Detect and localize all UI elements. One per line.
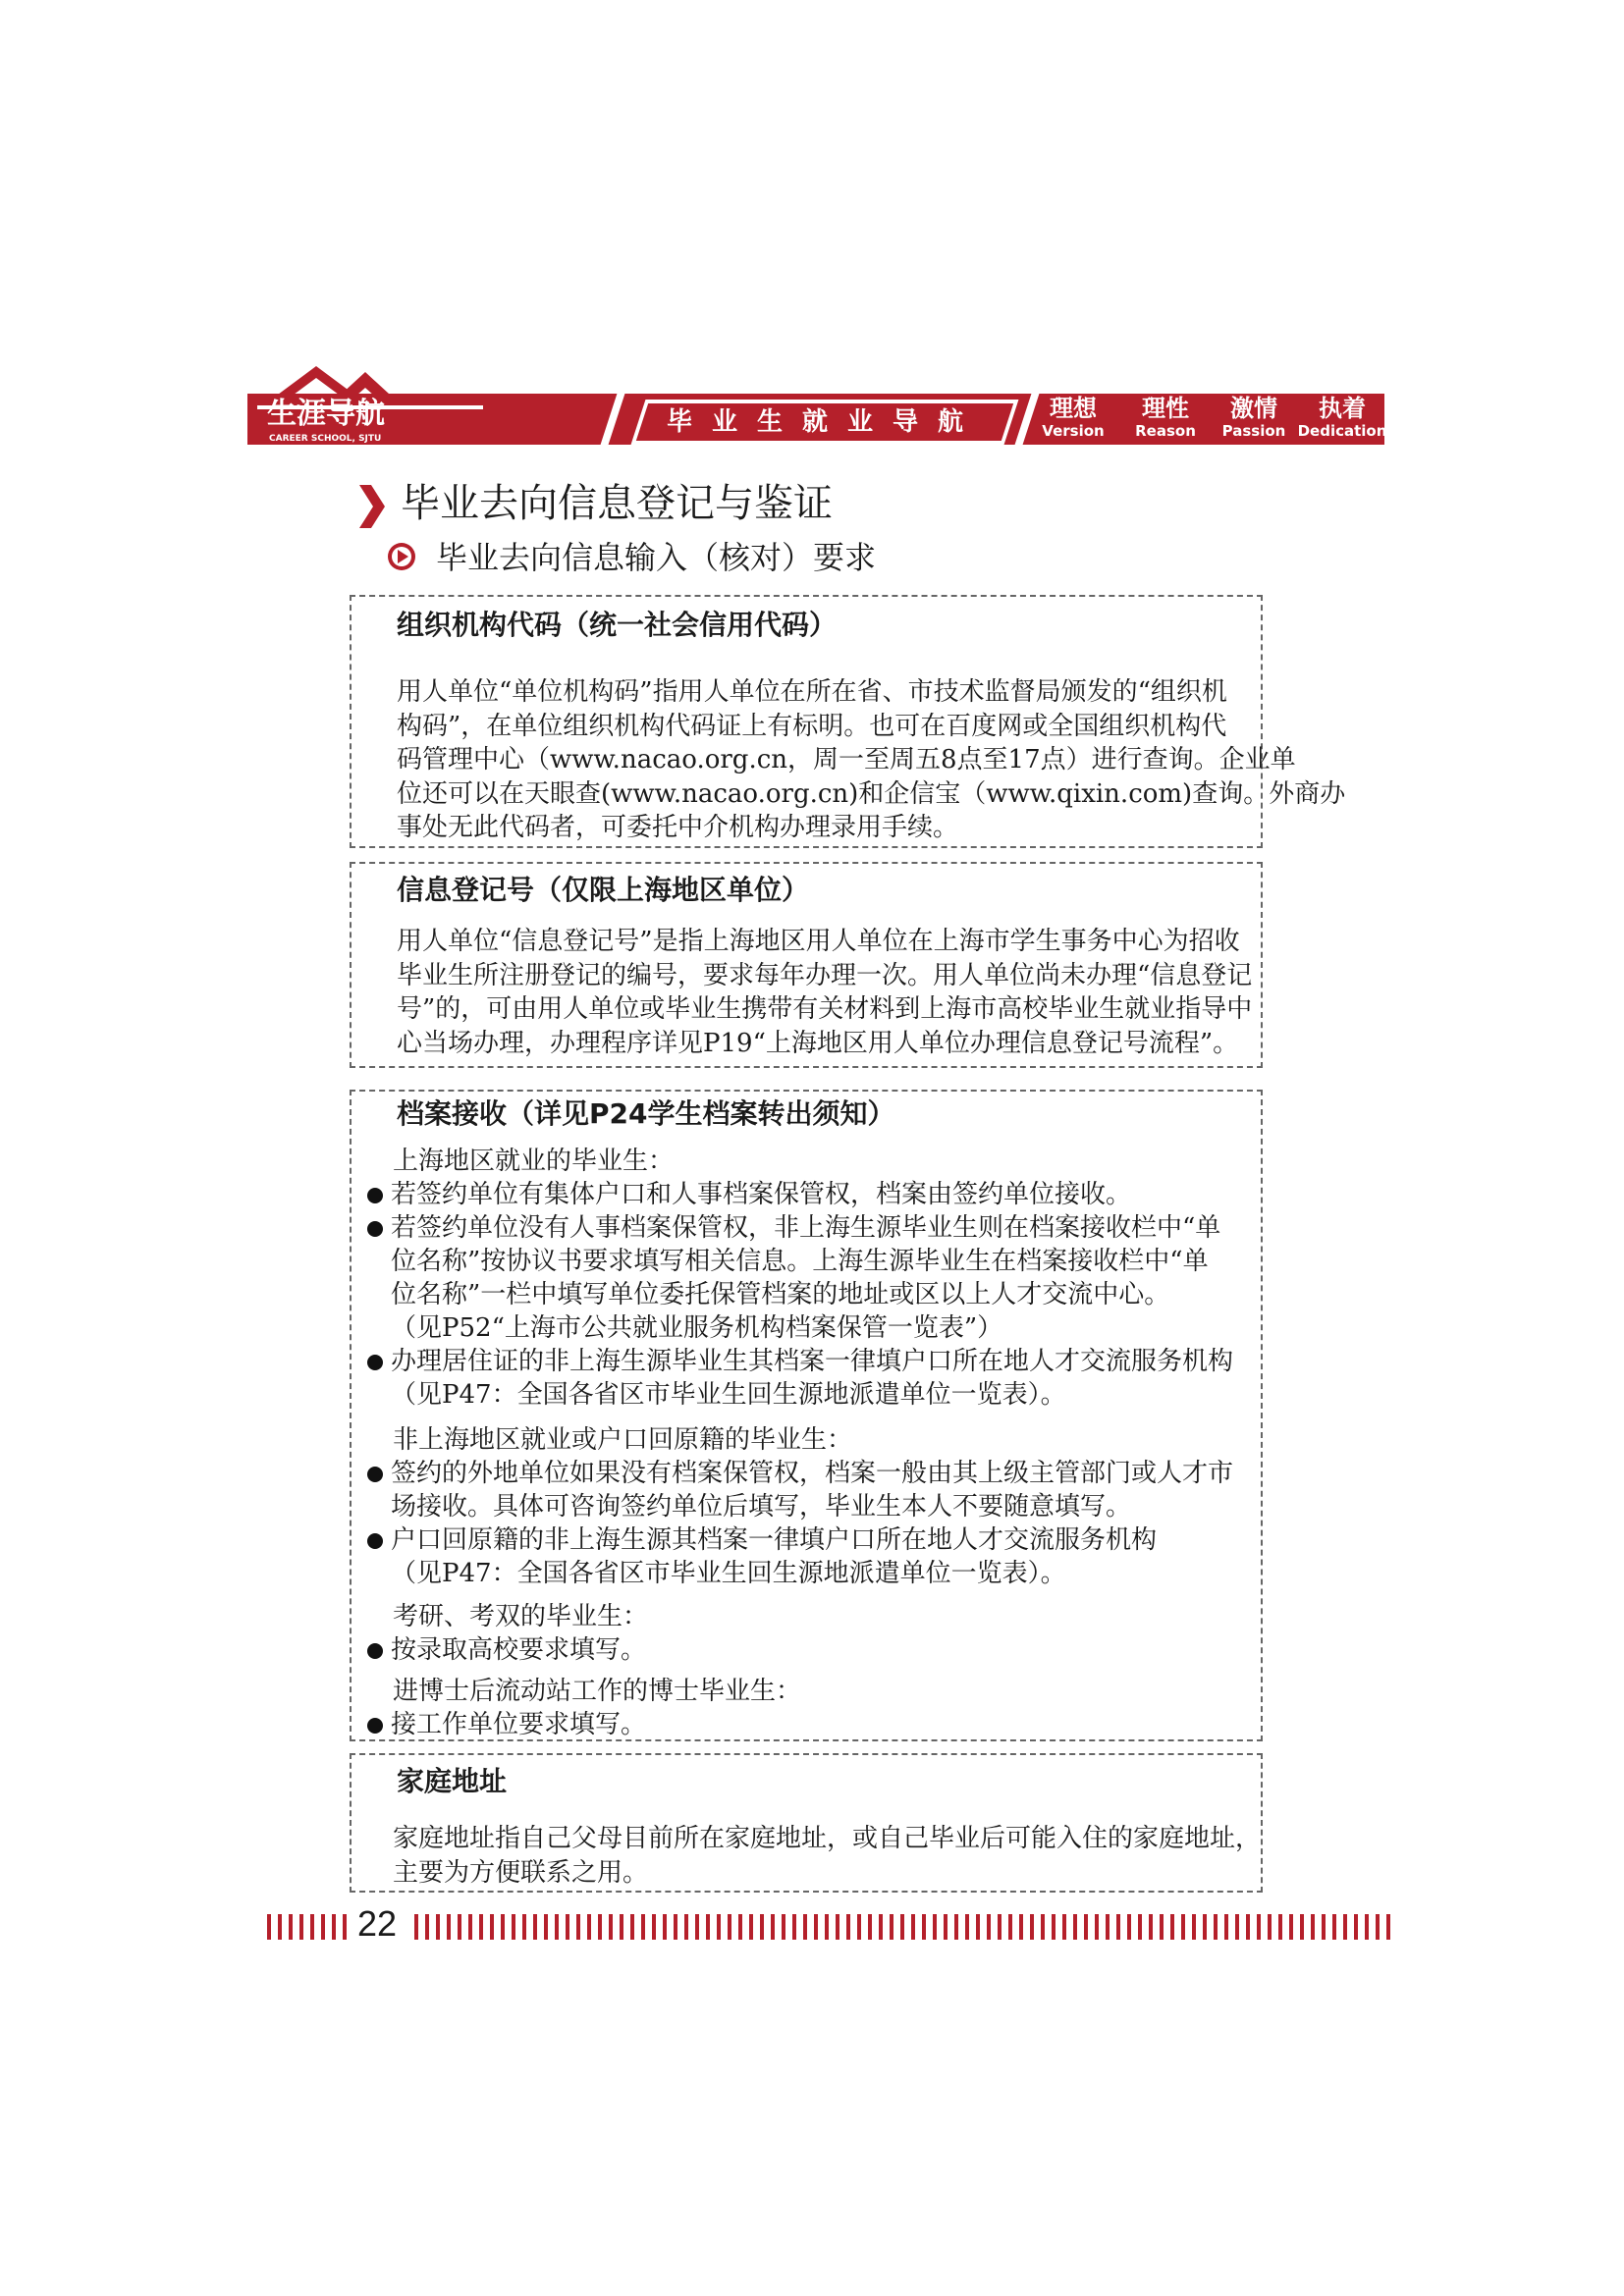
- group-head-postgrad: 考研、考双的毕业生：: [393, 1602, 649, 1631]
- chevron-right-icon: [357, 485, 387, 528]
- footer-ticks: [267, 1914, 348, 1940]
- org-code-box: [350, 595, 1346, 848]
- group-head-non-shanghai: 非上海地区就业或户口回原籍的毕业生：: [393, 1425, 853, 1455]
- nav-title: 毕业生就业导航: [666, 407, 983, 437]
- motto-dedication: 执着 Dedication: [1297, 395, 1387, 440]
- bullet-dot: [367, 1221, 383, 1237]
- motto-passion: 激情 Passion: [1221, 395, 1286, 440]
- info-reg-text: 用人单位“信息登记号”是指上海地区用人单位在上海市学生事务中心为招收 毕业生所注册登记的编号，要求每年办理一次。用人单位尚未办理“信息登记 号”的，可由用人单位或毕业生携带有关材料到上海市高校毕业生就业指导中 心当场办理，办理程序详见P19“上海地区用人单位办理信息登记号流程”。: [397, 927, 1253, 1058]
- page-header: [247, 358, 1387, 447]
- section-title-text: 毕业去向信息登记与鉴证: [401, 481, 833, 526]
- info-reg-box: [350, 862, 1263, 1068]
- org-code-text: 用人单位“单位机构码”指用人单位在所在省、市技术监督局颁发的“组织机 构码”，在单位组织机构代码证上有标明。也可在百度网或全国组织机构代 码管理中心（www.nacao.org.cn，周一至周五8点至17点）进行查询。企业单 位还可以在天眼查(www.nacao.org.cn)和企信宝（www.qixin.com)查询。外商办 事处无此代码者，可委托中介机构办理录用手续。: [397, 677, 1346, 842]
- page-footer: [267, 1904, 1396, 1944]
- org-code-title: 组织机构代码（统一社会信用代码）: [397, 609, 838, 641]
- bullet-dot: [367, 1533, 383, 1549]
- home-address-title: 家庭地址: [397, 1765, 508, 1797]
- archive-title: 档案接收（详见P24学生档案转出须知）: [397, 1097, 895, 1130]
- bullet-dot: [367, 1188, 383, 1203]
- group-head-postdoc: 进博士后流动站工作的博士毕业生：: [393, 1677, 802, 1706]
- home-address-box: [350, 1753, 1263, 1893]
- play-circle-icon: [387, 542, 416, 571]
- page-number: 22: [357, 1903, 398, 1944]
- bullet-dot: [367, 1467, 383, 1482]
- group-head-shanghai: 上海地区就业的毕业生：: [393, 1147, 675, 1176]
- home-address-text: 家庭地址指自己父母目前所在家庭地址，或自己毕业后可能入住的家庭地址， 主要为方便联系之用。: [393, 1824, 1262, 1888]
- motto-reason: 理性 Reason: [1135, 395, 1196, 440]
- svg-text:生涯导航: 生涯导航: [267, 397, 385, 431]
- career-school-logo: [247, 358, 562, 447]
- bullet-dot: [367, 1643, 383, 1659]
- archive-box: 档案接收（详见P24学生档案转出须知） 上海地区就业的毕业生： 若签约单位有集体户口和人事档案保管权，档案由签约单位接收。 若签约单位没有人事档案保管权，非上海生源毕业生则在档案接收栏中“单 位名称”按协议书要求填写相关信息。上海生源毕业生在档案接收栏中“单 位名称”一栏中填写单位委托保管档案的地址或区以上人才交流中心。 （见P52“上海市公共就业服务机构档案保管一览表”） 办理居住证的非上海生源毕业生其档案一律填户口所在地人才交流服务机构 （见P47：全国各省区市毕业生回生源地派遣单位一览表）。 非上海地区就业或户口回原籍的毕业生： 签约的外地单位如果没有档案保管权，档案一般由其上级主管部门或人才市 场接收。具体可咨询签约单位后填写，毕业生本人不要随意填写。 户口回原籍的非上海生源其档案一律填户口所在地人才交流服务机构 （见P47：全国各省区市毕业生回生源地派遣单位一览表）。 考研、考双的毕业生： 按录取高校要求填写。 进博士后流动站工作的博士毕业生： 接工作单位要求填写。: [350, 1090, 1263, 1741]
- motto-version: 理想 Version: [1042, 395, 1105, 440]
- sub-title-text: 毕业去向信息输入（核对）要求: [436, 539, 877, 576]
- bullet-dot: [367, 1355, 383, 1370]
- svg-text:CAREER SCHOOL, SJTU: CAREER SCHOOL, SJTU: [269, 434, 382, 444]
- info-reg-title: 信息登记号（仅限上海地区单位）: [397, 874, 810, 906]
- bullet-dot: [367, 1718, 383, 1734]
- footer-ticks: [414, 1914, 1396, 1940]
